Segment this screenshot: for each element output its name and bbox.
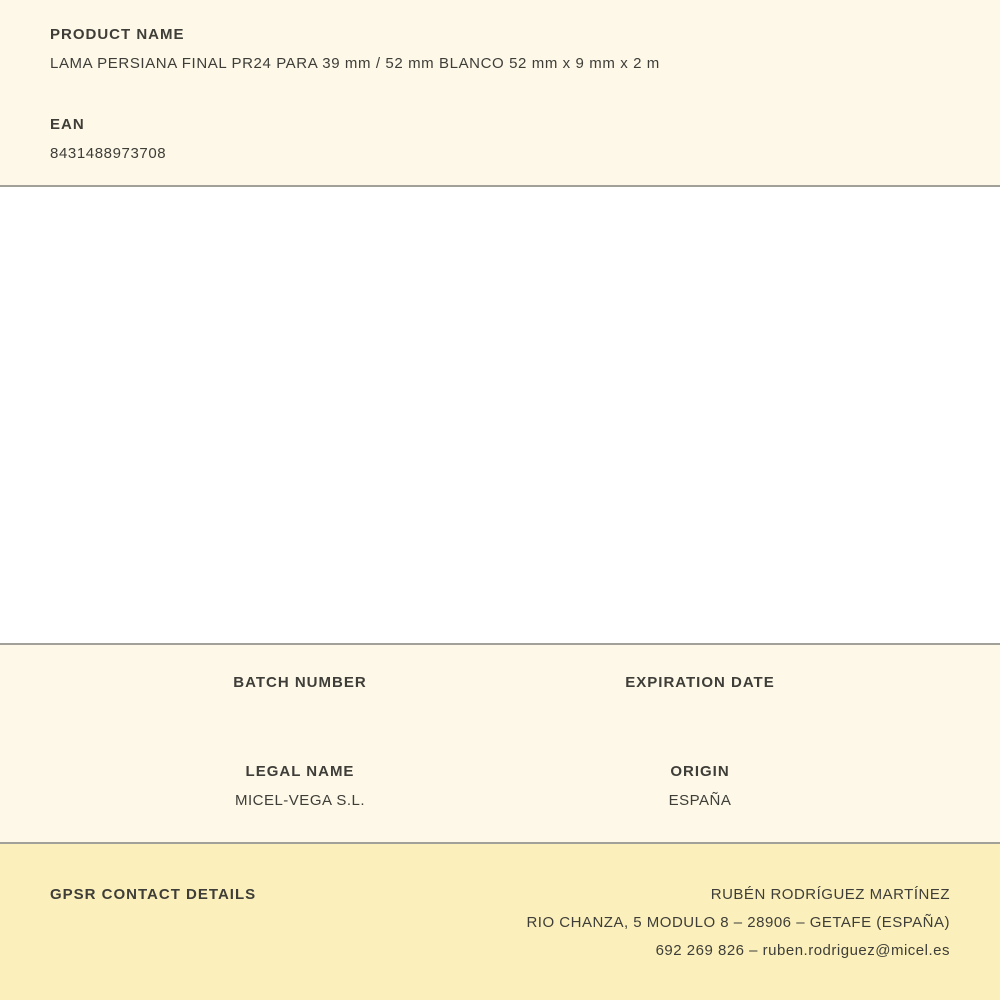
gpsr-contact-address: RIO CHANZA, 5 MODULO 8 – 28906 – GETAFE (ESPAÑA) xyxy=(526,914,950,931)
details-left-column xyxy=(100,673,500,811)
gpsr-contact-block xyxy=(526,881,950,965)
expiration-date-label: EXPIRATION DATE xyxy=(625,674,775,691)
gpsr-contact-name: RUBÉN RODRÍGUEZ MARTÍNEZ xyxy=(710,886,950,903)
product-image-area xyxy=(0,187,1000,645)
product-name-label: PRODUCT NAME xyxy=(50,26,185,43)
gpsr-contact-phone-email: 692 269 826 – ruben.rodriguez@micel.es xyxy=(655,942,950,959)
product-name-value: LAMA PERSIANA FINAL PR24 PARA 39 mm / 52 mm BLANCO 52 mm x 9 mm x 2 m xyxy=(50,55,660,72)
details-grid xyxy=(100,673,900,811)
batch-number-value xyxy=(100,702,500,722)
gpsr-section xyxy=(0,844,1000,1000)
ean-value: 8431488973708 xyxy=(50,145,167,162)
gpsr-contact-details-label: GPSR CONTACT DETAILS xyxy=(50,886,257,903)
origin-label: ORIGIN xyxy=(670,763,730,780)
origin-value: ESPAÑA xyxy=(668,792,732,809)
legal-name-label: LEGAL NAME xyxy=(245,763,355,780)
expiration-date-value xyxy=(500,702,900,722)
legal-name-value: MICEL-VEGA S.L. xyxy=(234,792,366,809)
ean-label: EAN xyxy=(50,116,85,133)
batch-number-label: BATCH NUMBER xyxy=(233,674,367,691)
batch-details-section xyxy=(0,645,1000,844)
product-info-section xyxy=(0,0,1000,187)
details-right-column xyxy=(500,673,900,811)
